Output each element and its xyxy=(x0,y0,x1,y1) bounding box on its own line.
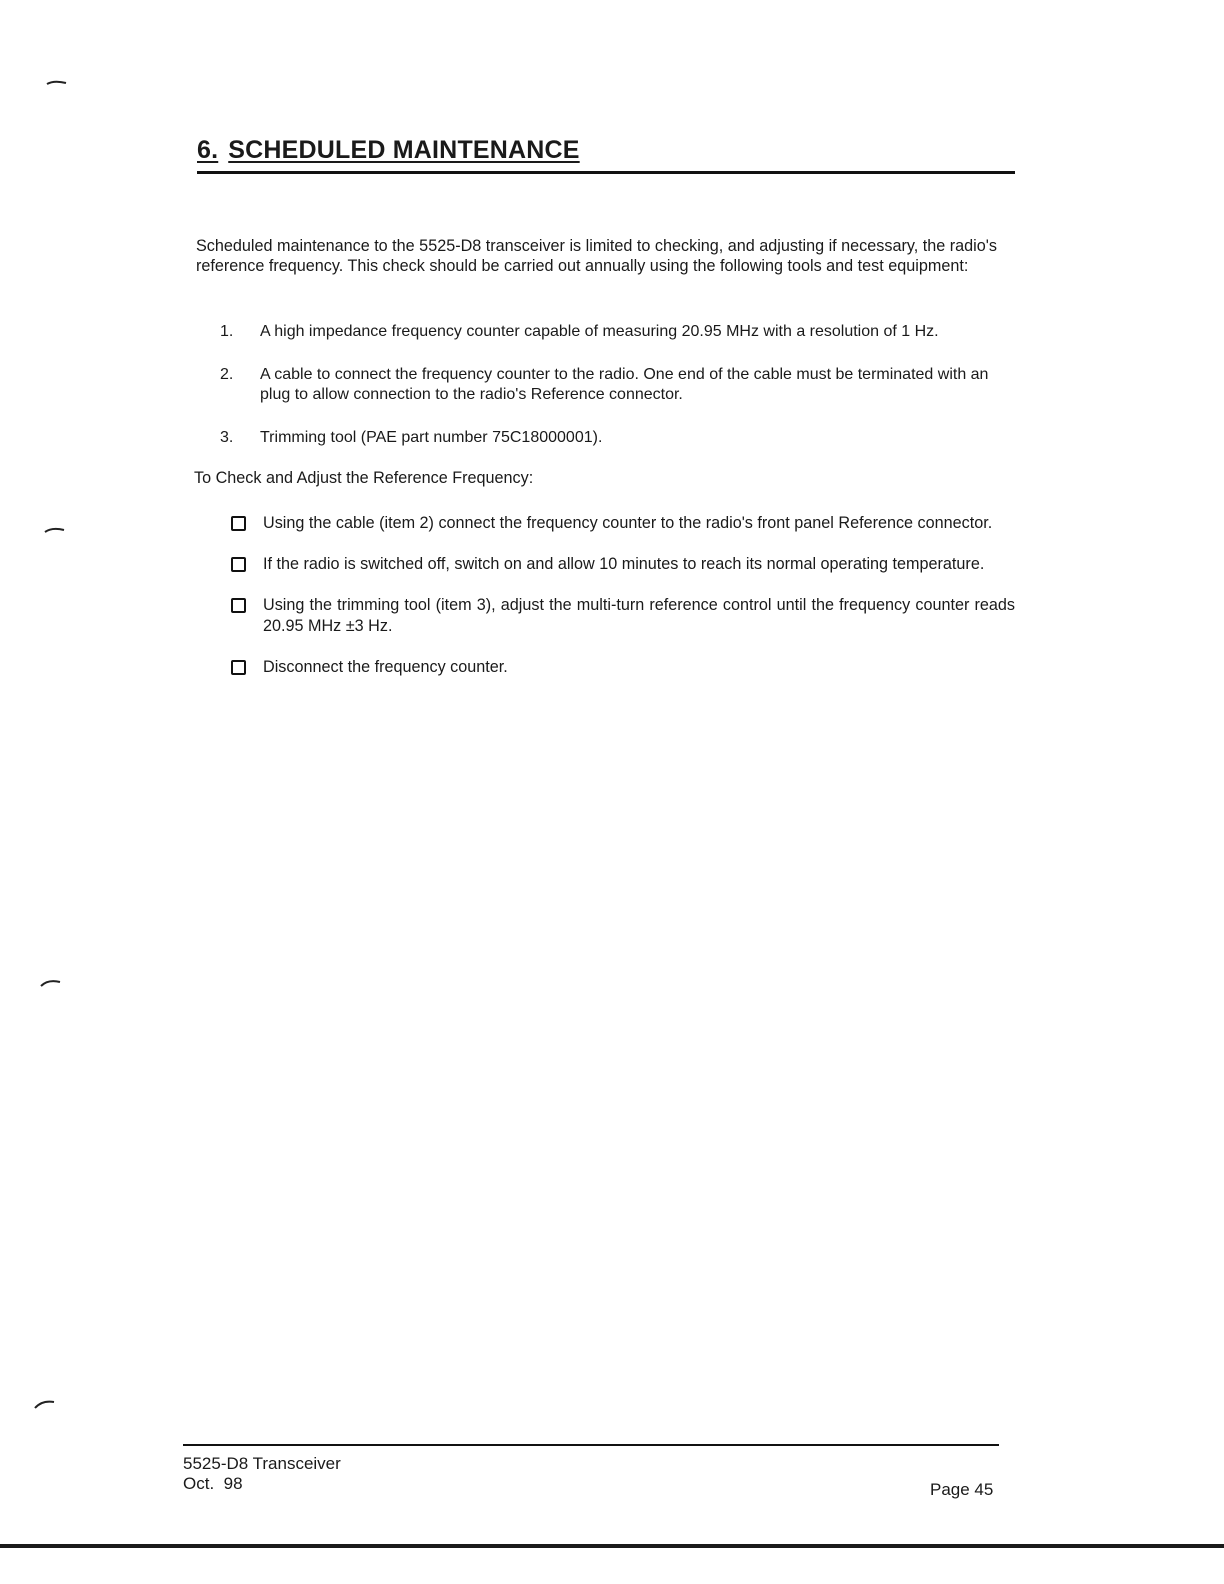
list-item-text: A cable to connect the frequency counter to the radio. One end of the cable must be terminated with an plug to allow connection to the radio's Reference connector. xyxy=(260,366,989,403)
list-item-number: 2. xyxy=(220,366,234,383)
checklist-item xyxy=(231,554,1015,575)
checklist-item-text: Using the trimming tool (item 3), adjust the multi-turn reference control until the frequency counter reads 20.95 MHz ±3 Hz. xyxy=(263,596,1015,635)
section-heading-block xyxy=(197,136,1015,167)
list-item-number: 3. xyxy=(220,429,234,446)
checklist-item-text: Using the cable (item 2) connect the frequency counter to the radio's front panel Reference connector. xyxy=(263,514,993,532)
list-item-text: Trimming tool (PAE part number 75C18000001). xyxy=(260,429,603,446)
footer-product: 5525-D8 Transceiver xyxy=(183,1454,341,1473)
checklist-item-text: If the radio is switched off, switch on and allow 10 minutes to reach its normal operating temperature. xyxy=(263,555,985,573)
checklist-item xyxy=(231,657,1015,678)
scan-mark xyxy=(40,978,62,988)
section-number: 6. xyxy=(197,136,219,164)
list-item xyxy=(220,428,1020,448)
checkbox-icon xyxy=(231,660,246,675)
footer-date: Oct. 98 xyxy=(183,1474,243,1493)
intro-paragraph: Scheduled maintenance to the 5525-D8 transceiver is limited to checking, and adjusting if necessary, the radio's reference frequency. This check should be carried out annually using the following tools and test equipment: xyxy=(196,237,997,275)
section-heading xyxy=(197,136,1015,167)
procedure-heading: To Check and Adjust the Reference Frequency: xyxy=(194,469,534,487)
checkbox-icon xyxy=(231,557,246,572)
checklist-item xyxy=(231,595,1015,637)
page-edge-line xyxy=(0,1544,1224,1548)
list-item-text: A high impedance frequency counter capable of measuring 20.95 MHz with a resolution of 1 Hz. xyxy=(260,323,939,340)
heading-rule xyxy=(197,171,1015,174)
footer-left xyxy=(183,1454,341,1494)
scan-mark xyxy=(44,525,66,535)
tools-list xyxy=(220,322,1020,448)
checklist-item xyxy=(231,513,1015,534)
scan-mark xyxy=(34,1399,56,1409)
footer-rule xyxy=(183,1444,999,1446)
checklist-item-text: Disconnect the frequency counter. xyxy=(263,658,508,676)
scan-mark xyxy=(46,78,68,88)
checkbox-icon xyxy=(231,516,246,531)
list-item xyxy=(220,322,1020,342)
list-item xyxy=(220,365,1020,405)
checkbox-icon xyxy=(231,598,246,613)
list-item-number: 1. xyxy=(220,323,234,340)
procedure-checklist xyxy=(231,513,1015,698)
section-title: SCHEDULED MAINTENANCE xyxy=(228,136,580,164)
page-number: Page 45 xyxy=(930,1480,994,1499)
